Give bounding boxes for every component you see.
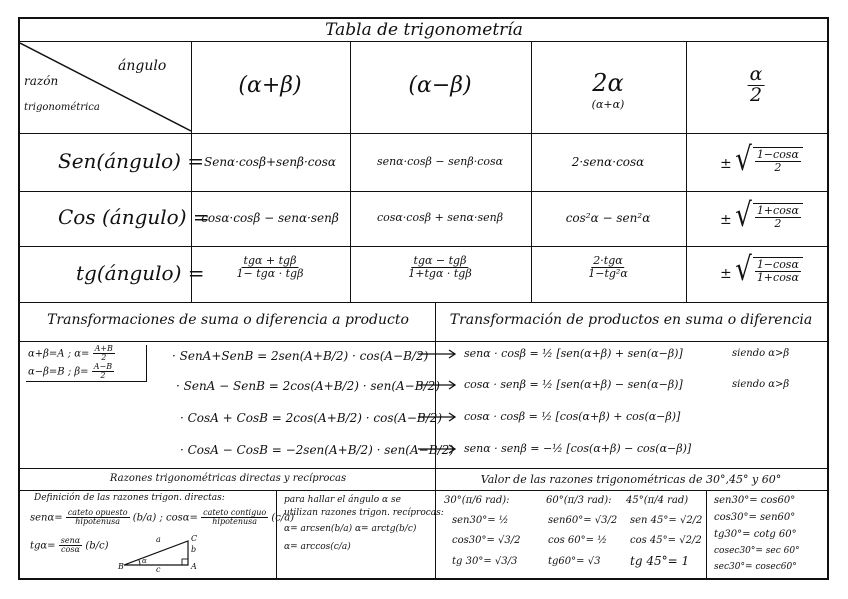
trig-table (18, 17, 829, 580)
arrow-icon (416, 345, 464, 465)
values-60-header: 60°(π/3 rad): (546, 495, 612, 506)
col-diff-header: (α−β) (408, 73, 472, 98)
relation-value: tg30°= cotg 60° (714, 529, 797, 540)
divider (686, 41, 687, 302)
condition-note: siendo α>β (732, 379, 790, 390)
reciprocal-text: utilizan razones trigon. recíprocas: (284, 508, 444, 518)
relation-value: cos30°= sen60° (714, 512, 796, 523)
sen45-value: sen 45°= √2/2 (630, 515, 703, 526)
tg-definition: tgα= $\frac{\text{senα}}{\cos\alpha}$ (b/c) (30, 536, 109, 555)
divider (276, 490, 277, 580)
cos-diff-formula: cosα·cosβ + senα·senβ (376, 211, 504, 224)
col-double-sub: (α+α) (591, 98, 625, 111)
tg30-value: tg 30°= √3/3 (452, 556, 518, 567)
values-heading: Valor de las razones trigonométricas de 30°,45° y 60° (480, 473, 782, 486)
col-sum-header: (α+β) (238, 73, 302, 98)
row-label-tg: tg(ángulo) = (76, 261, 205, 285)
cos-sum-formula: cosα·cosβ − senα·senβ (201, 211, 339, 225)
diff-cos-formula: · CosA − CosB = −2sen(A+B/2) · sen(A−B/2) (180, 443, 454, 457)
sum-cos-formula: · CosA + CosB = 2cos(A+B/2) · cos(A−B/2) (180, 411, 443, 425)
tg-diff-formula: $\frac{\text{tgα − tgβ}}{\text{1+tgα · tgβ}}$ (408, 254, 472, 280)
definition-alpha: α+β=A ; α= $\frac{A+B}{2}$ (28, 344, 113, 363)
relation-value: sen30°= cos60° (714, 495, 796, 506)
divider (20, 302, 827, 303)
product-cos-cos: cosα · cosβ = ½ [cos(α+β) + cos(α−β)] (464, 410, 681, 423)
divider (706, 490, 707, 580)
divider (20, 246, 827, 247)
sen-diff-formula: senα·cosβ − senβ·cosα (376, 155, 504, 168)
product-sen-cos: senα · cosβ = ½ [sen(α+β) + sen(α−β)] (464, 347, 683, 360)
ratio-header-sub: trigonométrica (24, 102, 100, 113)
definition-beta: α−β=B ; β= $\frac{A-B}{2}$ (28, 362, 113, 381)
sen30-value: sen30°= ½ (452, 515, 509, 526)
ratio-header: razón (24, 74, 59, 88)
sen-definition: senα= $\frac{\text{cateto opuesto}}{\text{hipotenusa}}$ (b/a) ; cosα= $\frac{\text{cateto contiguo}}{\text{hipotenusa}}$ (c/a) (30, 508, 295, 527)
tg-sum-formula: $\frac{\text{tgα + tgβ}}{\text{1− tgα · tgβ}}$ (236, 254, 304, 280)
tg60-value: tg60°= √3 (548, 556, 601, 567)
vertex-label-b: B (118, 562, 124, 571)
angle-label: α (142, 557, 147, 565)
product-sen-sen: senα · senβ = −½ [cos(α+β) − cos(α−β)] (464, 442, 692, 455)
vertex-label-c: C (191, 534, 198, 543)
col-half-header: $\frac{\alpha}{2}$ (749, 63, 763, 106)
tg-half-formula: ± √ $\frac{1-\cos\alpha}{1+\cos\alpha}$ (720, 257, 803, 283)
vertex-label-a: A (191, 562, 197, 571)
condition-note: siendo α>β (732, 348, 790, 359)
reciprocal-formula: α= arcsen(b/a) α= arctg(b/c) (284, 524, 417, 534)
diff-sen-formula: · SenA − SenB = 2cos(A+B/2) · sen(A−B/2) (176, 379, 440, 393)
relation-value: cosec30°= sec 60° (714, 546, 800, 556)
divider (350, 41, 351, 302)
cos60-value: cos 60°= ½ (548, 535, 607, 546)
sen60-value: sen60°= √3/2 (548, 515, 618, 526)
sen-sum-formula: Senα·cosβ+senβ·cosα (203, 155, 337, 169)
cos-half-formula: ± √ $\frac{1+\cos\alpha}{2}$ (720, 203, 803, 229)
product-to-sum-heading: Transformación de productos en suma o diferencia (449, 312, 813, 328)
reciprocal-formula: α= arccos(c/a) (284, 542, 351, 552)
sen-half-formula: ± √ $\frac{1-\cos\alpha}{2}$ (720, 147, 803, 173)
relation-value: sec30°= cosec60° (714, 562, 797, 572)
definition-title: Definición de las razones trigon. directas: (34, 493, 225, 503)
tg45-value: tg 45°= 1 (630, 554, 690, 568)
divider (20, 341, 827, 342)
side-label-a: a (156, 535, 161, 544)
values-45-header: 45°(π/4 rad) (626, 495, 689, 506)
col-double-header: 2α (592, 69, 624, 97)
cos45-value: cos 45°= √2/2 (630, 535, 702, 546)
reciprocal-text: para hallar el ángulo α se (284, 495, 401, 505)
side-label-b: b (191, 545, 197, 554)
divider (531, 41, 532, 302)
cos-double-formula: cos²α − sen²α (565, 211, 651, 225)
values-30-header: 30°(π/6 rad): (444, 495, 510, 506)
tg-double-formula: $\frac{\text{2·tgα}}{\text{1−tg²α}}$ (588, 254, 628, 280)
row-label-sen: Sen(ángulo) = (58, 149, 205, 173)
side-label-c: c (156, 565, 161, 574)
sum-sen-formula: · SenA+SenB = 2sen(A+B/2) · cos(A−B/2) (172, 349, 429, 363)
cos30-value: cos30°= √3/2 (452, 535, 521, 546)
row-label-cos: Cos (ángulo) = (58, 205, 210, 229)
sen-double-formula: 2·senα·cosα (571, 155, 645, 169)
angle-header: ángulo (118, 58, 167, 74)
divider (20, 191, 827, 192)
product-cos-sen: cosα · senβ = ½ [sen(α+β) − sen(α−β)] (464, 378, 683, 391)
page-title: Tabla de trigonometría (325, 20, 523, 40)
divider (20, 468, 827, 469)
sum-to-product-heading: Transformaciones de suma o diferencia a producto (47, 312, 409, 328)
ratios-heading: Razones trigonométricas directas y recíprocas (109, 473, 347, 484)
